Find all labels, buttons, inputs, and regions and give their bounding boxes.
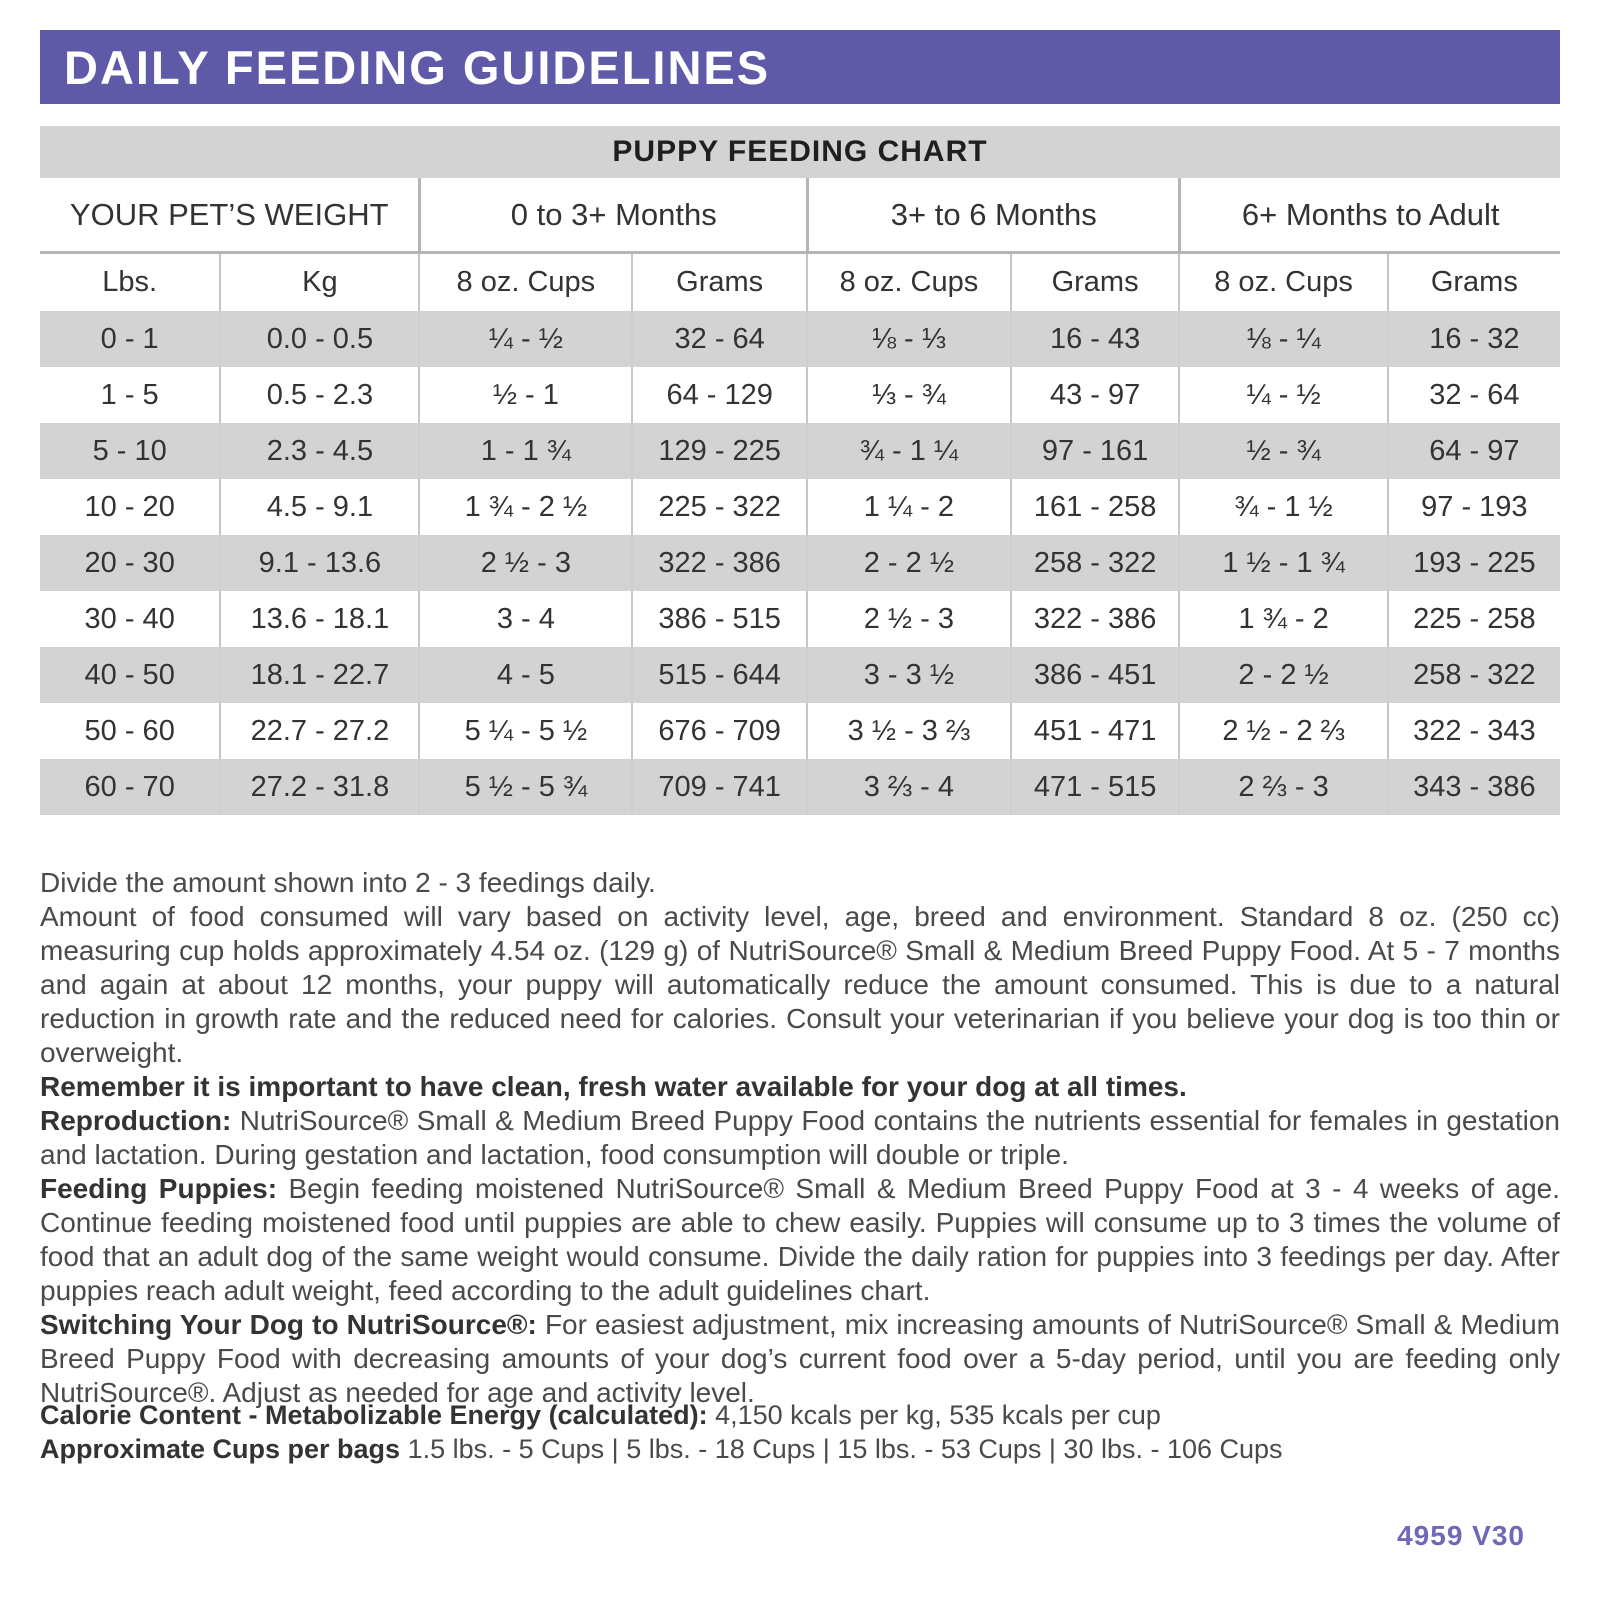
col-header-grams-2: Grams — [1010, 254, 1179, 311]
cell-cups-3: 2 - 2 ½ — [1178, 647, 1386, 703]
cell-lbs: 20 - 30 — [84, 546, 175, 579]
cell-grams-3: 64 - 97 — [1387, 423, 1560, 479]
cell-grams-1: 322 - 386 — [631, 535, 806, 591]
feeding-notes — [40, 866, 1560, 1410]
cell-grams-3: 225 - 258 — [1387, 591, 1560, 647]
cell-grams-3: 193 - 225 — [1387, 535, 1560, 591]
cell-lbs: 5 - 10 — [92, 434, 167, 467]
note-lead: Switching Your Dog to NutriSource®: — [40, 1309, 537, 1340]
cell-grams-1: 386 - 515 — [631, 591, 806, 647]
col-header-grams-1: Grams — [631, 254, 806, 311]
note-amount-varies — [40, 900, 1560, 1070]
cell-cups-1: 1 - 1 ¾ — [418, 423, 631, 479]
version-code: 4959 V30 — [1397, 1520, 1525, 1551]
note-lead: Remember it is important to have clean, fresh water available for your dog at all times. — [40, 1071, 1187, 1102]
cell-cups-1: 5 ¼ - 5 ½ — [418, 703, 631, 759]
cell-cups-1: 4 - 5 — [418, 647, 631, 703]
cell-lbs: 60 - 70 — [84, 770, 175, 803]
table-row — [40, 647, 1560, 703]
col-group-0-3-months: 0 to 3+ Months — [418, 178, 806, 254]
cell-grams-2: 16 - 43 — [1010, 311, 1179, 367]
note-fresh-water — [40, 1070, 1560, 1104]
note-feeding-puppies — [40, 1172, 1560, 1308]
cell-grams-1: 709 - 741 — [631, 759, 806, 815]
cell-grams-1: 676 - 709 — [631, 703, 806, 759]
cell-cups-2: 2 ½ - 3 — [806, 591, 1010, 647]
cell-cups-1: 5 ½ - 5 ¾ — [418, 759, 631, 815]
cell-lbs: 50 - 60 — [84, 714, 175, 747]
col-header-kg: Kg — [219, 254, 418, 311]
cell-cups-3: ⅛ - ¼ — [1178, 311, 1386, 367]
cell-kg: 0.5 - 2.3 — [219, 367, 418, 423]
footnote-block — [40, 1398, 1560, 1466]
cell-cups-1: ½ - 1 — [418, 367, 631, 423]
cell-cups-1: 3 - 4 — [418, 591, 631, 647]
cell-grams-2: 43 - 97 — [1010, 367, 1179, 423]
note-text: For easiest adjustment, mix increasing amounts of NutriSource® Small & Medium Breed Puppy Food with decreasing amounts of your dog’s current food over a 5-day period, until you are feeding only NutriSource®. Adjust as needed for age and activity level. — [40, 1309, 1560, 1408]
note-switching — [40, 1308, 1560, 1410]
cell-grams-3: 16 - 32 — [1387, 311, 1560, 367]
cell-kg: 0.0 - 0.5 — [219, 311, 418, 367]
cell-grams-1: 32 - 64 — [631, 311, 806, 367]
cell-kg: 4.5 - 9.1 — [219, 479, 418, 535]
footnote-lead: Approximate Cups per bags — [40, 1434, 401, 1464]
table-group-header-row — [40, 178, 1560, 254]
cell-kg: 13.6 - 18.1 — [219, 591, 418, 647]
page-title-bar — [40, 30, 1560, 104]
cell-cups-3: 1 ½ - 1 ¾ — [1178, 535, 1386, 591]
cell-kg: 27.2 - 31.8 — [219, 759, 418, 815]
cell-grams-3: 322 - 343 — [1387, 703, 1560, 759]
footnote-text: 1.5 lbs. - 5 Cups | 5 lbs. - 18 Cups | 15 lbs. - 53 Cups | 30 lbs. - 106 Cups — [400, 1434, 1283, 1464]
note-text: Divide the amount shown into 2 - 3 feedings daily. — [40, 867, 656, 898]
note-divide-feedings — [40, 866, 1560, 900]
cell-grams-3: 97 - 193 — [1387, 479, 1560, 535]
note-text: Amount of food consumed will vary based on activity level, age, breed and environment. Standard 8 oz. (250 cc) measuring cup holds approximately 4.54 oz. (129 g) of NutriSource® Small & Medium Breed Puppy Food. At 5 - 7 months and again at about 12 months, your puppy will automatically reduce the amount consumed. This is due to a natural reduction in growth rate and the reduced need for calories. Consult your veterinarian if you believe your dog is too thin or overweight. — [40, 901, 1560, 1068]
cell-cups-2: 3 ⅔ - 4 — [806, 759, 1010, 815]
cell-cups-1: ¼ - ½ — [418, 311, 631, 367]
cell-cups-1: 2 ½ - 3 — [418, 535, 631, 591]
cell-grams-2: 471 - 515 — [1010, 759, 1179, 815]
cell-lbs: 0 - 1 — [100, 322, 159, 355]
cell-cups-2: 1 ¼ - 2 — [806, 479, 1010, 535]
table-row — [40, 591, 1560, 647]
note-text: Begin feeding moistened NutriSource® Small & Medium Breed Puppy Food at 3 - 4 weeks of age. Continue feeding moistened food until puppies are able to chew easily. Puppies will consume up to 3 times the volume of food that an adult dog of the same weight would consume. Divide the daily ration for puppies into 3 feedings per day. After puppies reach adult weight, feed according to the adult guidelines chart. — [40, 1173, 1560, 1306]
calorie-content-line — [40, 1398, 1560, 1432]
col-header-cups-2: 8 oz. Cups — [806, 254, 1010, 311]
cell-cups-2: ¾ - 1 ¼ — [806, 423, 1010, 479]
cell-cups-2: ⅓ - ¾ — [806, 367, 1010, 423]
col-header-grams-3: Grams — [1387, 254, 1560, 311]
cell-cups-3: 1 ¾ - 2 — [1178, 591, 1386, 647]
cell-kg: 22.7 - 27.2 — [219, 703, 418, 759]
col-header-lbs: Lbs. — [102, 266, 158, 298]
cell-grams-2: 258 - 322 — [1010, 535, 1179, 591]
col-group-pet-weight: YOUR PET’S WEIGHT — [40, 178, 418, 254]
cell-lbs: 40 - 50 — [84, 658, 175, 691]
cell-cups-2: 3 - 3 ½ — [806, 647, 1010, 703]
col-group-3-6-months: 3+ to 6 Months — [806, 178, 1178, 254]
chart-title: PUPPY FEEDING CHART — [612, 135, 988, 168]
cell-cups-3: ¾ - 1 ½ — [1178, 479, 1386, 535]
cell-kg: 18.1 - 22.7 — [219, 647, 418, 703]
cell-cups-1: 1 ¾ - 2 ½ — [418, 479, 631, 535]
cell-grams-1: 64 - 129 — [631, 367, 806, 423]
col-group-6-adult: 6+ Months to Adult — [1178, 178, 1560, 254]
cell-grams-2: 97 - 161 — [1010, 423, 1179, 479]
cell-grams-2: 386 - 451 — [1010, 647, 1179, 703]
col-header-cups-3: 8 oz. Cups — [1178, 254, 1386, 311]
col-header-cups-1: 8 oz. Cups — [418, 254, 631, 311]
cell-grams-1: 129 - 225 — [631, 423, 806, 479]
chart-title-bar — [40, 126, 1560, 178]
cell-lbs: 1 - 5 — [100, 378, 159, 411]
cell-grams-2: 322 - 386 — [1010, 591, 1179, 647]
puppy-feeding-table — [40, 178, 1560, 815]
cell-grams-1: 515 - 644 — [631, 647, 806, 703]
table-sub-header-row — [40, 254, 1560, 311]
note-reproduction — [40, 1104, 1560, 1172]
note-text: NutriSource® Small & Medium Breed Puppy Food contains the nutrients essential for females in gestation and lactation. During gestation and lactation, food consumption will double or triple. — [40, 1105, 1560, 1170]
table-row — [40, 311, 1560, 367]
cell-cups-3: 2 ½ - 2 ⅔ — [1178, 703, 1386, 759]
cell-grams-2: 451 - 471 — [1010, 703, 1179, 759]
cell-grams-1: 225 - 322 — [631, 479, 806, 535]
cell-kg: 2.3 - 4.5 — [219, 423, 418, 479]
cell-cups-3: ¼ - ½ — [1178, 367, 1386, 423]
cell-cups-3: ½ - ¾ — [1178, 423, 1386, 479]
cell-grams-3: 343 - 386 — [1387, 759, 1560, 815]
cell-kg: 9.1 - 13.6 — [219, 535, 418, 591]
cups-per-bag-line — [40, 1432, 1560, 1466]
table-row — [40, 479, 1560, 535]
cell-lbs: 30 - 40 — [84, 602, 175, 635]
table-row — [40, 423, 1560, 479]
cell-cups-3: 2 ⅔ - 3 — [1178, 759, 1386, 815]
table-row — [40, 759, 1560, 815]
cell-grams-3: 258 - 322 — [1387, 647, 1560, 703]
page-title: DAILY FEEDING GUIDELINES — [64, 40, 771, 94]
table-row — [40, 535, 1560, 591]
footnote-lead: Calorie Content - Metabolizable Energy (calculated): — [40, 1400, 708, 1430]
cell-grams-3: 32 - 64 — [1387, 367, 1560, 423]
cell-cups-2: ⅛ - ⅓ — [806, 311, 1010, 367]
cell-lbs: 10 - 20 — [84, 490, 175, 523]
cell-grams-2: 161 - 258 — [1010, 479, 1179, 535]
table-row — [40, 367, 1560, 423]
note-lead: Feeding Puppies: — [40, 1173, 278, 1204]
note-lead: Reproduction: — [40, 1105, 232, 1136]
cell-cups-2: 2 - 2 ½ — [806, 535, 1010, 591]
table-row — [40, 703, 1560, 759]
footnote-text: 4,150 kcals per kg, 535 kcals per cup — [707, 1400, 1161, 1430]
cell-cups-2: 3 ½ - 3 ⅔ — [806, 703, 1010, 759]
